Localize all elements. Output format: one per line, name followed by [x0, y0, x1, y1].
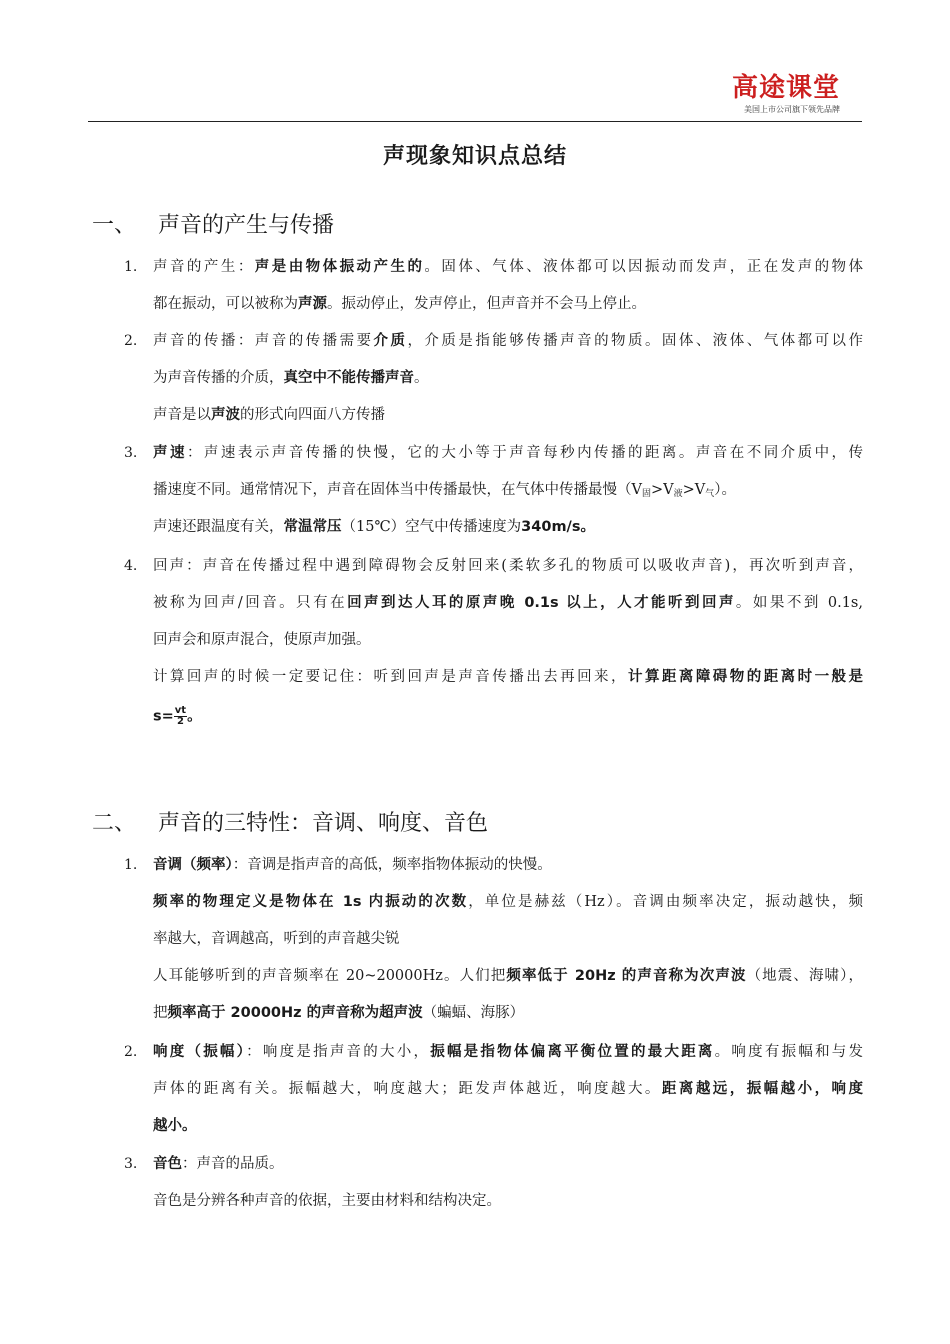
- bold-text: 频率的物理定义是物体在 1s 内振动的次数: [153, 894, 469, 910]
- list-number: 4.: [124, 558, 138, 574]
- bold-text: 越小。: [153, 1118, 197, 1134]
- text-run: 声速还跟温度有关，: [153, 519, 284, 535]
- text-run: 被称为回声/回音。只有在: [153, 595, 348, 611]
- bold-text: 计算距离障碍物的距离时一般是: [627, 669, 864, 685]
- bold-text: 音调（频率）: [153, 857, 233, 873]
- list-number: 1.: [124, 857, 138, 873]
- bold-text: 声源: [298, 296, 327, 312]
- fraction: [174, 706, 187, 727]
- list-number: 3.: [124, 1156, 138, 1172]
- subscript: 液: [673, 489, 683, 499]
- bold-text: 真空中不能传播声音: [283, 370, 414, 386]
- bold-text: 振幅是指物体偏离平衡位置的最大距离: [430, 1044, 715, 1060]
- text-run: 为声音传播的介质，: [153, 370, 284, 386]
- text-run: 。如果不到 0.1s,: [735, 595, 863, 611]
- text-line: 回声：声音在传播过程中遇到障碍物会反射回来(柔软多孔的物质可以吸收声音)，再次听到声音，: [153, 558, 863, 574]
- bold-text: 声是由物体振动产生的: [254, 259, 425, 275]
- bold-text: 。: [187, 708, 202, 725]
- text-line: [153, 892, 863, 912]
- section-number: 二、: [92, 811, 137, 836]
- text-run: ）。: [714, 482, 737, 498]
- text-line: [153, 1003, 863, 1023]
- text-run: 声音是以: [153, 407, 211, 423]
- bold-text: 距离越远，振幅越小，响度: [661, 1081, 864, 1097]
- text-line: [153, 1042, 863, 1062]
- section-number: 一、: [92, 213, 137, 238]
- section-heading-2: [92, 806, 488, 837]
- list-number: 1.: [124, 259, 138, 275]
- text-line: [153, 405, 863, 425]
- text-run: ：声音的品质。: [182, 1156, 284, 1172]
- bold-text: 常温常压: [283, 519, 342, 535]
- section-title: 声音的产生与传播: [158, 213, 335, 238]
- text-run: ：响度是指声音的大小，: [246, 1044, 431, 1060]
- bold-text: 回声到达人耳的原声晚 0.1s 以上，人才能听到回声: [347, 595, 736, 611]
- logo-tagline: 美国上市公司旗下领先品牌: [744, 105, 840, 114]
- text-run: 把: [153, 1005, 168, 1021]
- text-run: >V: [650, 482, 674, 498]
- text-run: 。响度有振幅和与发: [714, 1044, 864, 1060]
- bold-text: 频率低于 20Hz 的声音称为次声波: [506, 968, 747, 984]
- formula-line: [153, 706, 863, 727]
- text-line: [153, 443, 863, 463]
- formula-text: s=: [153, 708, 174, 725]
- text-run: ：音调是指声音的高低，频率指物体振动的快慢。: [232, 857, 552, 873]
- text-line: [153, 593, 863, 613]
- text-line: [153, 257, 863, 277]
- text-line: [153, 1079, 863, 1099]
- text-line: [153, 517, 863, 537]
- text-line: 率越大，音调越高，听到的声音越尖锐: [153, 931, 400, 947]
- fraction-denominator: 2: [176, 716, 184, 727]
- text-line: [153, 667, 863, 687]
- text-line: [153, 855, 863, 875]
- logo-text: 高途课堂: [731, 73, 840, 103]
- text-run: 播速度不同。通常情况下，声音在固体当中传播最快，在气体中传播最慢（V: [153, 482, 642, 498]
- section-heading-1: [92, 208, 334, 239]
- text-run: （蝙蝠、海豚）: [422, 1005, 525, 1021]
- text-run: 声音的产生：: [153, 259, 255, 275]
- subscript: 固: [641, 489, 651, 499]
- text-run: >V: [682, 482, 706, 498]
- fraction-numerator: vt: [174, 705, 187, 716]
- text-run: ，单位是赫兹（Hz）。音调由频率决定，振动越快，频: [468, 894, 863, 910]
- text-line: [153, 331, 863, 351]
- brand-logo: [732, 73, 840, 116]
- bold-text: 响度（振幅）: [153, 1044, 247, 1060]
- text-line: [153, 1116, 863, 1136]
- text-run: 声音的传播：声音的传播需要: [153, 333, 374, 349]
- text-line: 音色是分辨各种声音的依据，主要由材料和结构决定。: [153, 1193, 501, 1209]
- document-title: 声现象知识点总结: [382, 144, 567, 169]
- text-run: ：声速表示声音传播的快慢，它的大小等于声音每秒内传播的距离。声音在不同介质中，传: [186, 445, 864, 461]
- bold-text: 。: [580, 519, 595, 535]
- text-run: 的形式向四面八方传播: [240, 407, 385, 423]
- text-run: 人耳能够听到的声音频率在 20~20000Hz。人们把: [153, 968, 507, 984]
- bold-text: 音色: [153, 1156, 182, 1172]
- text-line: [153, 294, 863, 314]
- text-run: 。振动停止，发声停止，但声音并不会马上停止。: [327, 296, 646, 312]
- text-run: （地震、海啸），: [746, 968, 863, 984]
- text-run: （15℃）空气中传播速度为: [341, 519, 522, 535]
- bold-text: 声速: [153, 445, 187, 461]
- bold-text: 340m/s: [521, 519, 581, 535]
- bold-text: 频率高于 20000Hz 的声音称为超声波: [167, 1005, 423, 1021]
- text-line: [153, 1154, 863, 1174]
- text-line: [153, 368, 863, 388]
- list-number: 2.: [124, 333, 138, 349]
- section-title: 声音的三特性：音调、响度、音色: [158, 811, 489, 836]
- list-number: 2.: [124, 1044, 138, 1060]
- bold-text: 介质: [373, 333, 408, 349]
- text-run: 。固体、气体、液体都可以因振动而发声，正在发声的物体: [424, 259, 864, 275]
- text-run: 。: [414, 370, 429, 386]
- subscript: 气: [705, 489, 715, 499]
- text-run: 声体的距离有关。振幅越大，响度越大；距发声体越近，响度越大。: [153, 1081, 662, 1097]
- text-line: [153, 480, 863, 504]
- text-run: ，介质是指能够传播声音的物质。固体、液体、气体都可以作: [407, 333, 864, 349]
- text-line: 回声会和原声混合，使原声加强。: [153, 632, 371, 648]
- text-run: 计算回声的时候一定要记住：听到回声是声音传播出去再回来，: [153, 669, 628, 685]
- bold-text: 声波: [211, 407, 240, 423]
- text-run: 都在振动，可以被称为: [153, 296, 298, 312]
- text-line: [153, 966, 863, 986]
- list-number: 3.: [124, 445, 138, 461]
- header-divider: [88, 121, 862, 122]
